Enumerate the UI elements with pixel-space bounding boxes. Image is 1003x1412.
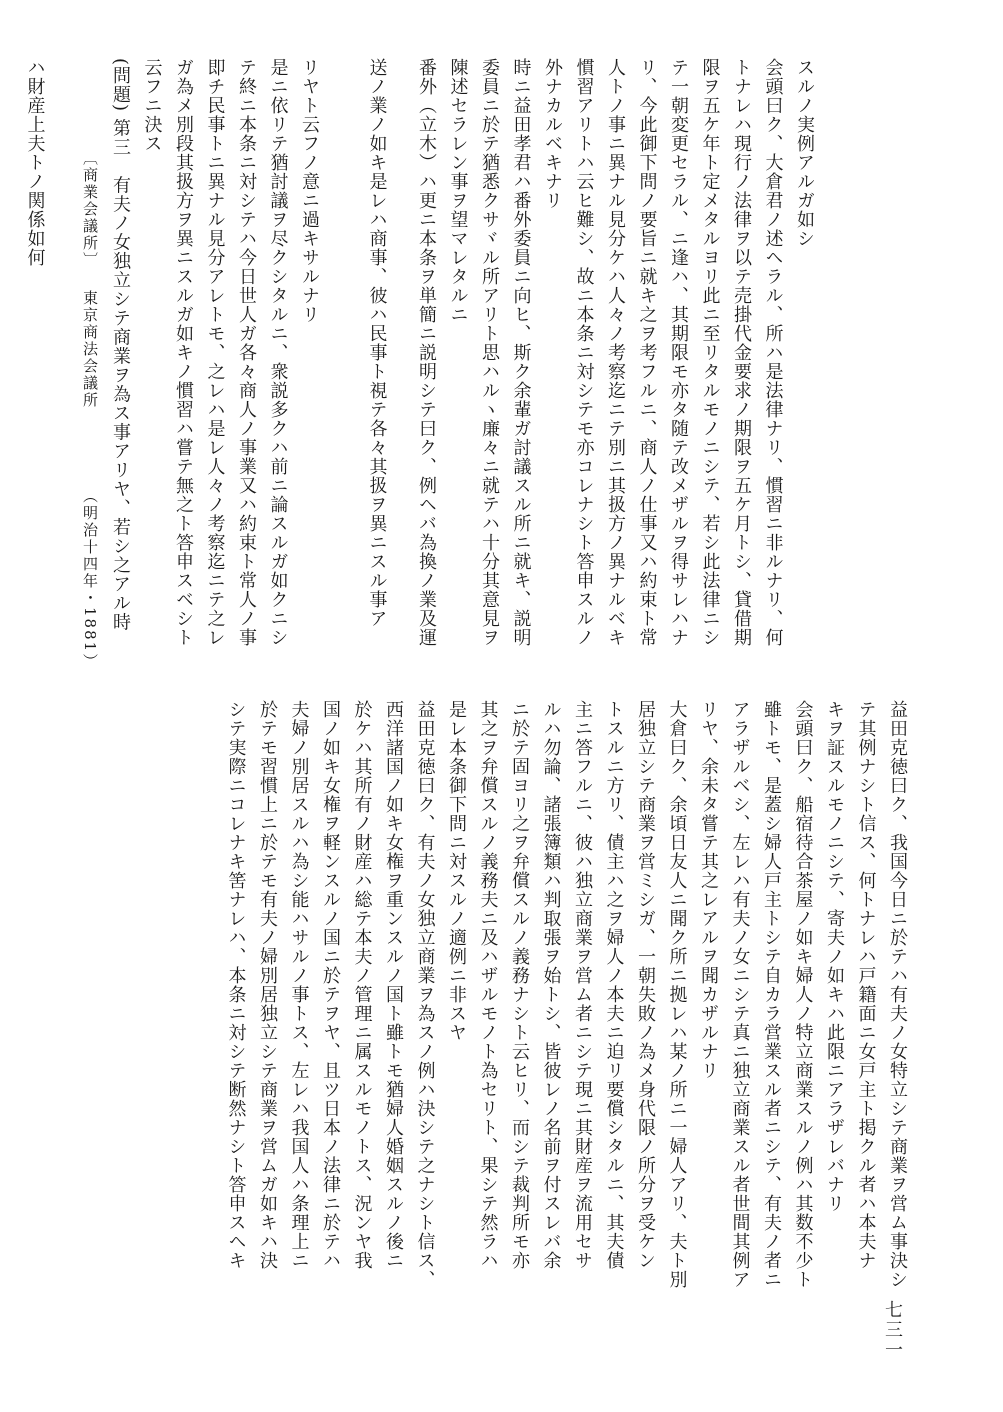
text-line: シテ実際ニコレナキ筈ナレハ、本条ニ対シテ断然ナシト答申スヘキ bbox=[225, 700, 247, 1270]
footer-organization: 東京商法会議所 bbox=[81, 290, 99, 409]
text-line: 即チ民事トニ異ナル見分アレトモ、之レハ是レ人々ノ考察迄ニテ之レ bbox=[204, 58, 226, 647]
footer-source-label: 〔商業会議所〕 bbox=[81, 150, 99, 269]
text-line: 其之ヲ弁償スルノ義務夫ニ及ハザルモノト為セリト、果シテ然ラハ bbox=[477, 700, 499, 1270]
text-line: キヲ証スルモノニシテ、寄夫ノ如キハ此限ニアラザレバナリ bbox=[824, 700, 845, 1213]
text-line: 送ノ業ノ如キ是レハ商事、彼ハ民事ト視テ各々其扱ヲ異ニスル事ア bbox=[366, 58, 388, 628]
text-line: 益田克徳曰ク、我国今日ニ於テハ有夫ノ女特立シテ商業ヲ営ム事決シ bbox=[887, 700, 908, 1289]
text-line: (問題) 第三 有夫ノ女独立シテ商業ヲ為ス事アリヤ、若シ之アル時 bbox=[110, 58, 131, 632]
text-line: スルノ実例アルガ如シ bbox=[794, 58, 815, 248]
text-line: ガ為メ別段其扱方ヲ異ニスルガ如キノ慣習ハ嘗テ無之ト答申スベシト bbox=[173, 58, 194, 647]
text-line: 人トノ事ニ異ナル見分ケハ人々ノ考察迄ニテ別ニ其扱方ノ異ナルベキ bbox=[605, 58, 626, 647]
bottom-text-block bbox=[113, 700, 913, 1390]
text-line: 云フニ決ス bbox=[141, 58, 163, 153]
text-line: 西洋諸国ノ如キ女権ヲ重ンスルノ国ト雖トモ猶婦人婚姻スルノ後ニ bbox=[383, 700, 404, 1270]
text-line: リヤ、余未タ嘗テ其之レアルヲ聞カザルナリ bbox=[698, 700, 719, 1080]
text-line: 於ケハ其所有ノ財産ハ総テ本夫ノ管理ニ属スルモノトス、況ンヤ我 bbox=[351, 700, 373, 1270]
text-line: リ、今此御下問ノ要旨ニ就キ之ヲ考フルニ、商人ノ仕事又ハ約束ト常 bbox=[636, 58, 658, 647]
text-line: 是レ本条御下問ニ対スルノ適例ニ非スヤ bbox=[446, 700, 467, 1042]
text-line: 委員ニ於テ猶悉クサヾル所アリト思ハルヽ廉々ニ就テハ十分其意見ヲ bbox=[479, 58, 500, 647]
text-line: ハ財産上夫トノ関係如何 bbox=[24, 58, 46, 267]
text-line: 番外（立木）ハ更ニ本条ヲ単簡ニ説明シテ曰ク、例ヘバ為換ノ業及運 bbox=[416, 58, 437, 647]
text-line: ニ於テ固ヨリ之ヲ弁償スルノ義務ナシト云ヒリ、而シテ裁判所モ亦 bbox=[509, 700, 530, 1270]
text-line: リヤト云フノ意ニ過キサルナリ bbox=[299, 58, 320, 324]
text-line: 会頭曰ク、大倉君ノ述ヘラル、所ハ是法律ナリ、慣習ニ非ルナリ、何 bbox=[762, 58, 784, 647]
text-line: 夫婦ノ別居スルハ為シ能ハサルノ事トス、左レハ我国人ハ条理上ニ bbox=[288, 700, 310, 1270]
text-line: 会頭曰ク、船宿待合茶屋ノ如キ婦人ノ特立商業スルノ例ハ其数不少ト bbox=[792, 700, 814, 1289]
text-line: 於テモ習慣上ニ於テモ有夫ノ婦別居独立シテ商業ヲ営ムガ如キハ決 bbox=[257, 700, 278, 1270]
text-line: 限ヲ五ケ年ト定メタルヨリ此ニ至リタルモノニシテ、若シ此法律ニシ bbox=[699, 58, 721, 647]
text-line: トスルニ方リ、債主ハ之ヲ婦人ノ本夫ニ迫リ要償シタルニ、其夫債 bbox=[603, 700, 625, 1270]
text-line: 国ノ如キ女権ヲ軽ンスルノ国ニ於テヲヤ、且ツ日本ノ法律ニ於テハ bbox=[320, 700, 341, 1270]
text-line: 大倉曰ク、余頃日友人ニ聞ク所ニ拠レハ某ノ所ニ一婦人アリ、夫ト別 bbox=[666, 700, 688, 1289]
text-line: 外ナカルベキナリ bbox=[542, 58, 563, 210]
text-line: テ終ニ本条ニ対シテハ今日世人ガ各々商人ノ事業又ハ約束ト常人ノ事 bbox=[236, 58, 257, 647]
text-line: テ其例ナシト信ス、何トナレハ戸籍面ニ女戸主ト掲クル者ハ本夫ナ bbox=[855, 700, 877, 1270]
text-line: アラザルベシ、左レハ有夫ノ女ニシテ真ニ独立商業スル者世間其例ア bbox=[729, 700, 751, 1289]
page-number: 七三一 bbox=[882, 1300, 903, 1360]
text-line: ルハ勿論、諸張簿類ハ判取張ヲ始トシ、皆彼レノ名前ヲ付スレバ余 bbox=[540, 700, 562, 1270]
text-line: 慣習アリトハ云ヒ難シ、故ニ本条ニ対シテモ亦コレナシト答申スルノ bbox=[573, 58, 595, 647]
text-line: 時ニ益田孝君ハ番外委員ニ向ヒ、斯ク余輩ガ討議スル所ニ就キ、説明 bbox=[510, 58, 532, 647]
text-line: テ一朝変更セラル、ニ逢ハ、其期限モ亦タ随テ改メザルヲ得サレハナ bbox=[668, 58, 689, 647]
text-line: 主ニ答フルニ、彼ハ独立商業ヲ営ム者ニシテ現ニ其財産ヲ流用セサ bbox=[572, 700, 593, 1270]
text-line: 益田克徳曰ク、有夫ノ女独立商業ヲ為スノ例ハ決シテ之ナシト信ス、 bbox=[414, 700, 436, 1289]
footer-era: （明治十四年・1881） bbox=[81, 488, 99, 671]
text-line: 陳述セラレン事ヲ望マレタルニ bbox=[447, 58, 469, 324]
text-line: 居独立シテ商業ヲ営ミシガ、一朝失敗ノ為メ身代限ノ所分ヲ受ケン bbox=[635, 700, 656, 1270]
text-line: トナレハ現行ノ法律ヲ以テ売掛代金要求ノ期限ヲ五ケ月トシ、貸借期 bbox=[731, 58, 752, 647]
text-line: 雖トモ、是蓋シ婦人戸主トシテ自カラ営業スル者ニシテ、有夫ノ者ニ bbox=[761, 700, 782, 1289]
text-line: 是ニ依リテ猶討議ヲ尽クシタルニ、衆説多クハ前ニ論スルガ如クニシ bbox=[267, 58, 289, 647]
